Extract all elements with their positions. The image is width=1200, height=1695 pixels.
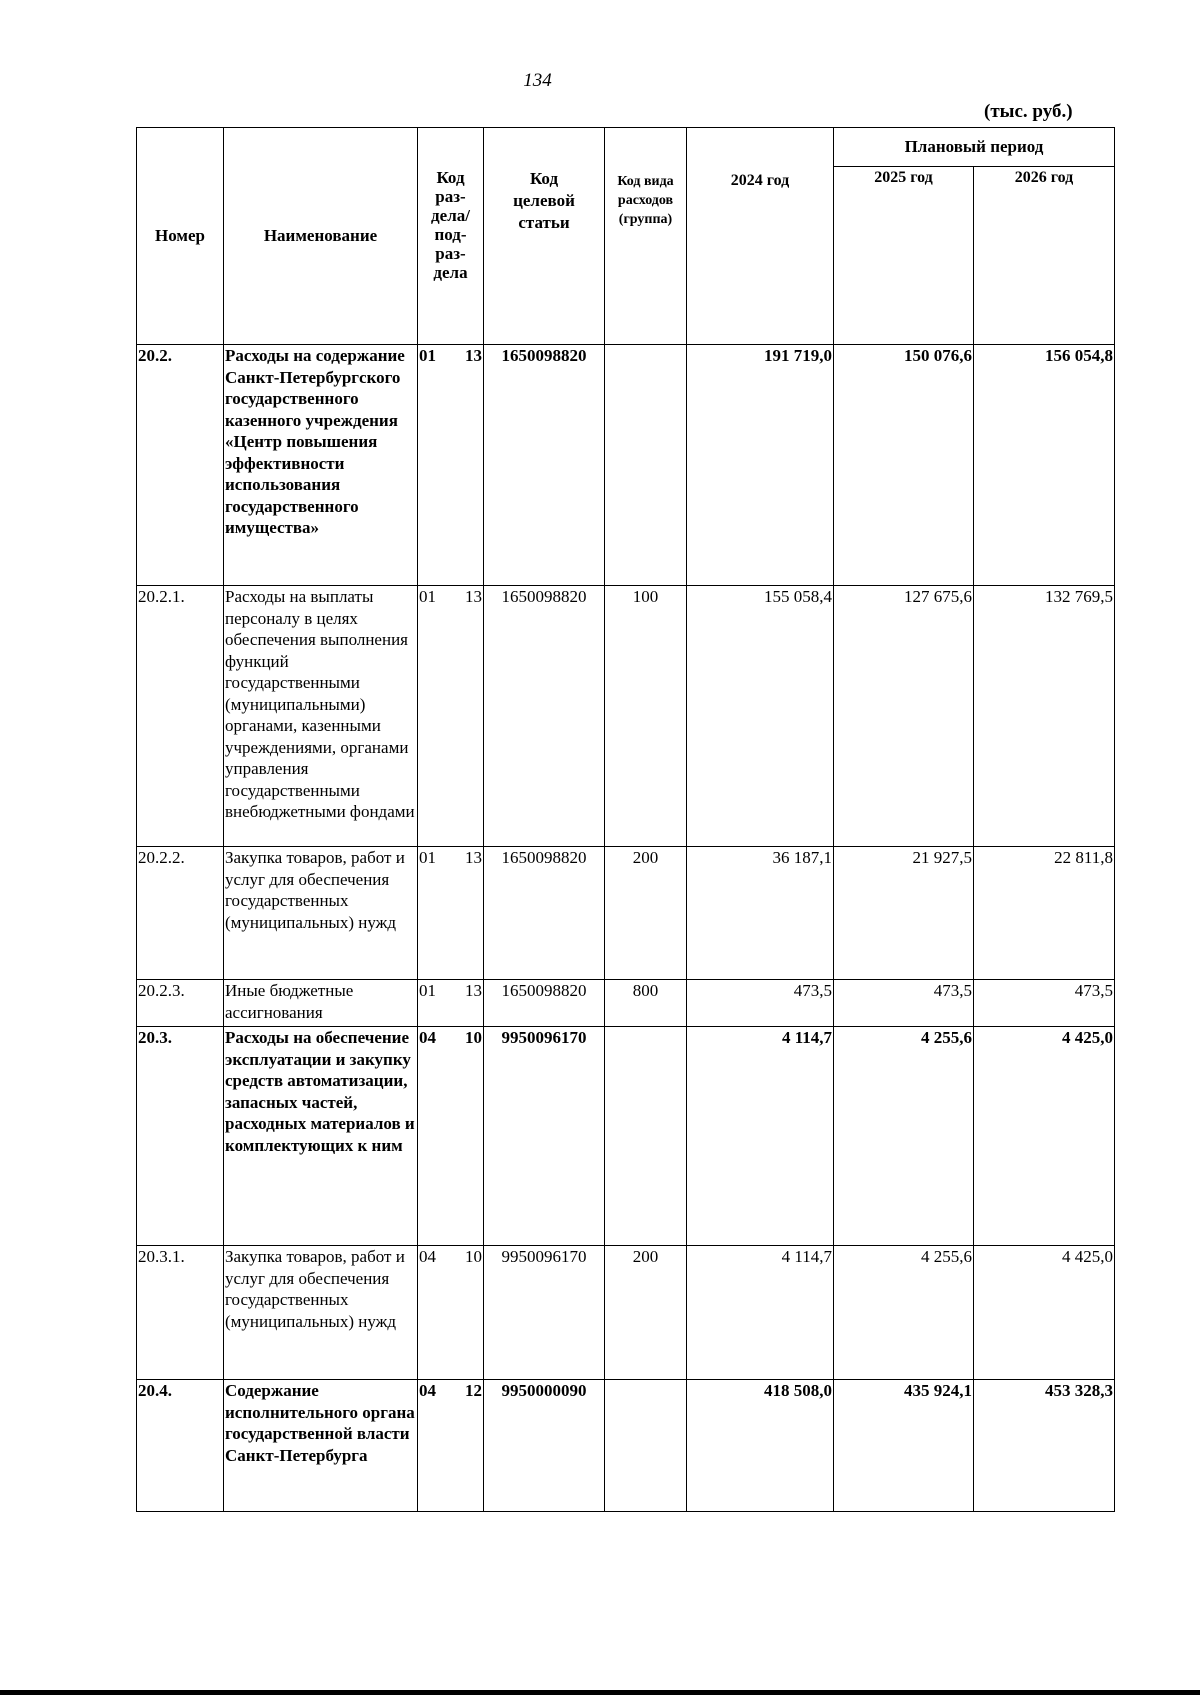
row-section-code [418,847,484,980]
row-number: 20.4. [137,1380,224,1512]
row-subsection: 13 [465,848,482,867]
row-article-code: 9950096170 [484,1027,605,1246]
row-name: Иные бюджетные ассигнования [224,980,418,1027]
table-row [137,586,1115,847]
row-value-2025: 435 924,1 [834,1380,974,1512]
row-number: 20.2.3. [137,980,224,1027]
header-section-code-line: Код [436,168,465,187]
row-article-code: 9950000090 [484,1380,605,1512]
row-section: 01 [419,981,436,1000]
row-article-code: 1650098820 [484,345,605,586]
table-row [137,1380,1115,1512]
header-expense-group-line: (группа) [618,212,673,227]
row-subsection: 10 [465,1247,482,1266]
table-row [137,980,1115,1027]
row-value-2024: 191 719,0 [687,345,834,586]
row-section-code [418,345,484,586]
header-section-code [418,128,484,345]
row-value-2024: 473,5 [687,980,834,1027]
scan-edge [0,1690,1200,1695]
row-value-2026: 473,5 [974,980,1115,1027]
row-value-2026: 156 054,8 [974,345,1115,586]
row-expense-group: 800 [605,980,687,1027]
row-subsection: 10 [465,1028,482,1047]
row-name: Закупка товаров, работ и услуг для обеспечения государственных (муниципальных) нужд [224,847,418,980]
header-article-code-line: целевой [513,191,575,210]
row-value-2026: 4 425,0 [974,1027,1115,1246]
row-article-code: 1650098820 [484,586,605,847]
row-expense-group [605,1380,687,1512]
row-section-code [418,980,484,1027]
header-section-code-line: под- [434,225,467,244]
row-value-2025: 4 255,6 [834,1027,974,1246]
row-subsection: 12 [465,1381,482,1400]
row-value-2025: 4 255,6 [834,1246,974,1380]
row-expense-group: 200 [605,847,687,980]
row-section-code [418,586,484,847]
row-value-2026: 4 425,0 [974,1246,1115,1380]
header-planned-period: Плановый период [834,128,1115,167]
row-section: 01 [419,346,436,365]
table-row [137,345,1115,586]
header-expense-group-line: Код вида [617,174,674,189]
header-number: Номер [137,128,224,345]
row-value-2024: 155 058,4 [687,586,834,847]
header-year-2025: 2025 год [834,167,974,345]
table-row [137,1027,1115,1246]
row-subsection: 13 [465,981,482,1000]
row-expense-group: 200 [605,1246,687,1380]
row-section-code [418,1246,484,1380]
row-value-2026: 453 328,3 [974,1380,1115,1512]
row-number: 20.2.2. [137,847,224,980]
row-value-2026: 132 769,5 [974,586,1115,847]
row-value-2024: 36 187,1 [687,847,834,980]
table-row [137,1246,1115,1380]
row-expense-group [605,1027,687,1246]
row-section: 01 [419,848,436,867]
header-section-code-line: дела/ [431,206,470,225]
header-year-2026: 2026 год [974,167,1115,345]
header-expense-group [605,128,687,345]
units-label: (тыс. руб.) [984,101,1073,122]
row-name: Содержание исполнительного органа государственной власти Санкт-Петербурга [224,1380,418,1512]
header-year-2024: 2024 год [687,128,834,345]
row-section: 04 [419,1381,436,1400]
table-row [137,847,1115,980]
row-article-code: 9950096170 [484,1246,605,1380]
row-number: 20.2.1. [137,586,224,847]
table-body [137,345,1115,1512]
row-expense-group [605,345,687,586]
row-section: 01 [419,587,436,606]
header-section-code-line: раз- [435,244,466,263]
row-article-code: 1650098820 [484,847,605,980]
row-value-2024: 4 114,7 [687,1027,834,1246]
row-value-2024: 418 508,0 [687,1380,834,1512]
header-article-code-line: статьи [518,213,570,232]
header-article-code [484,128,605,345]
row-number: 20.3. [137,1027,224,1246]
header-name: Наименование [224,128,418,345]
row-value-2025: 21 927,5 [834,847,974,980]
row-value-2026: 22 811,8 [974,847,1115,980]
header-section-code-line: раз- [435,187,466,206]
header-expense-group-line: расходов [617,193,674,208]
row-number: 20.2. [137,345,224,586]
row-name: Расходы на выплаты персоналу в целях обеспечения выполнения функций государственными (муниципальными) органами, казенными учреждениями, органами управления государственными внебюджетными фондами [224,586,418,847]
row-name: Расходы на обеспечение эксплуатации и закупку средств автоматизации, запасных частей, расходных материалов и комплектующих к ним [224,1027,418,1246]
row-name: Расходы на содержание Санкт-Петербургского государственного казенного учреждения «Центр повышения эффективности использования государственного имущества» [224,345,418,586]
header-article-code-line: Код [529,169,559,188]
header-section-code-line: дела [433,263,468,282]
row-section: 04 [419,1028,436,1047]
row-value-2024: 4 114,7 [687,1246,834,1380]
row-section: 04 [419,1247,436,1266]
row-subsection: 13 [465,346,482,365]
row-value-2025: 473,5 [834,980,974,1027]
row-expense-group: 100 [605,586,687,847]
row-number: 20.3.1. [137,1246,224,1380]
row-article-code: 1650098820 [484,980,605,1027]
row-subsection: 13 [465,587,482,606]
row-name: Закупка товаров, работ и услуг для обеспечения государственных (муниципальных) нужд [224,1246,418,1380]
row-section-code [418,1380,484,1512]
row-value-2025: 127 675,6 [834,586,974,847]
row-section-code [418,1027,484,1246]
row-value-2025: 150 076,6 [834,345,974,586]
page-number: 134 [523,70,552,91]
budget-table [136,127,1115,1512]
